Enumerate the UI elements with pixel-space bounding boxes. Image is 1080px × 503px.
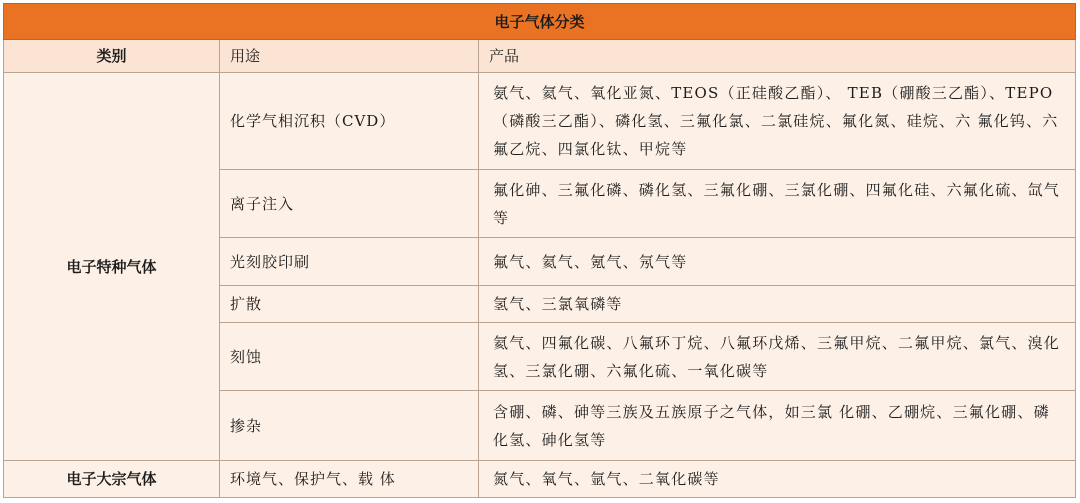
use-cell: 环境气、保护气、载 体 xyxy=(220,461,479,498)
table-title-row xyxy=(4,4,1076,40)
use-cell: 掺杂 xyxy=(220,391,479,461)
table-row xyxy=(4,73,1076,170)
product-cell: 氢气、三氯氧磷等 xyxy=(479,286,1076,323)
use-cell: 离子注入 xyxy=(220,170,479,238)
product-cell: 氟气、氦气、氪气、氖气等 xyxy=(479,238,1076,286)
gas-classification-table xyxy=(3,3,1076,498)
product-cell: 含硼、磷、砷等三族及五族原子之气体，如三氯 化硼、乙硼烷、三氟化硼、磷化氢、砷化氢等 xyxy=(479,391,1076,461)
column-header-use: 用途 xyxy=(220,40,479,73)
use-cell: 光刻胶印刷 xyxy=(220,238,479,286)
column-header-category: 类别 xyxy=(4,40,220,73)
table-header-row xyxy=(4,40,1076,73)
product-cell: 氮气、氧气、氩气、二氧化碳等 xyxy=(479,461,1076,498)
product-cell: 氦气、四氟化碳、八氟环丁烷、八氟环戊烯、三氟甲烷、二氟甲烷、氯气、溴化氢、三氯化硼、六氟化硫、一氧化碳等 xyxy=(479,323,1076,391)
use-cell: 刻蚀 xyxy=(220,323,479,391)
category-cell-special: 电子特种气体 xyxy=(4,73,220,461)
use-cell: 化学气相沉积（CVD） xyxy=(220,73,479,170)
use-cell: 扩散 xyxy=(220,286,479,323)
table-title: 电子气体分类 xyxy=(4,4,1076,40)
product-cell: 氨气、氦气、氧化亚氮、TEOS（正硅酸乙酯）、 TEB（硼酸三乙酯）、TEPO（磷酸三乙酯）、磷化氢、三氟化氯、二氯硅烷、氟化氮、硅烷、六 氟化钨、六氟乙烷、四氯化钛、甲烷等 xyxy=(479,73,1076,170)
column-header-product: 产品 xyxy=(479,40,1076,73)
category-cell-bulk: 电子大宗气体 xyxy=(4,461,220,498)
table-row xyxy=(4,461,1076,498)
product-cell: 氟化砷、三氟化磷、磷化氢、三氟化硼、三氯化硼、四氟化硅、六氟化硫、氙气等 xyxy=(479,170,1076,238)
